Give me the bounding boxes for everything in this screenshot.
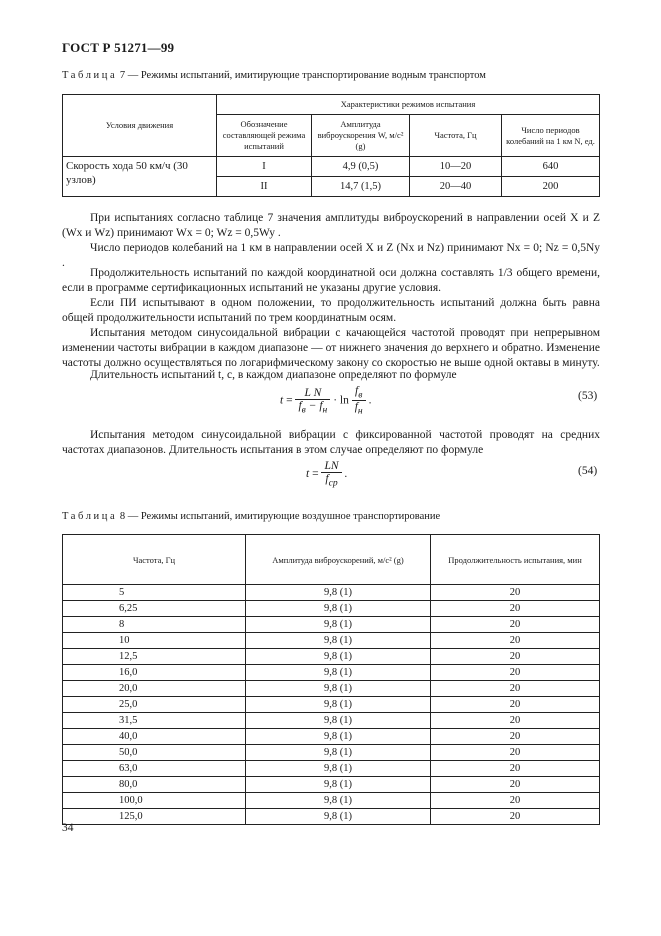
table8-cell-duration: 20 [431,745,600,761]
table8-cell-amplitude: 9,8 (1) [246,697,431,713]
table8-cell-amplitude: 9,8 (1) [246,649,431,665]
table8-cell-frequency: 63,0 [63,761,246,777]
table7-caption-text: 7 — Режимы испытаний, имитирующие транспортирование водным транспортом [119,70,486,81]
formula-53: t = $\frac{\text{L N}}{f_в - f_н}$ · ln $\frac{f_в}{f_н}$ . [280,385,372,417]
table7-row1-amplitude: 4,9 (0,5) [312,157,410,177]
table8-cell-frequency: 20,0 [63,681,246,697]
table8-cell-amplitude: 9,8 (1) [246,729,431,745]
table8-header-frequency: Частота, Гц [63,535,246,585]
table-row [63,809,600,825]
document-code: ГОСТ Р 51271—99 [62,40,175,55]
table-row [63,585,600,601]
table8-cell-duration: 20 [431,665,600,681]
table8-cell-amplitude: 9,8 (1) [246,809,431,825]
table7-row2-frequency: 20—40 [410,177,502,197]
table7-row1-periods: 640 [502,157,600,177]
table8-cell-frequency: 16,0 [63,665,246,681]
table8-cell-amplitude: 9,8 (1) [246,777,431,793]
paragraph-duration-per-axis: Продолжительность испытаний по каждой координатной оси должна составлять 1/3 общего времени, если в программе сертификационных испытаний не указаны другие условия. [62,267,600,294]
table8-cell-duration: 20 [431,617,600,633]
paragraph-amplitude-values: При испытаниях согласно таблице 7 значения амплитуды виброускорений в направлении осей X и Z (Wx и Wz) принимают Wx = 0; Wz = 0,5Wy . [62,212,600,239]
table7-condition-cell: Скорость хода 50 км/ч (30 узлов) [63,157,217,197]
formula-54-number: (54) [578,465,598,477]
paragraph-single-position: Если ПИ испытывают в одном положении, то продолжительность испытаний должна быть равна общей продолжительности испытаний по трем координатным осям. [62,297,600,324]
formula-53-number: (53) [578,390,598,402]
table8-caption-word: Таблица [62,511,118,522]
table8-cell-amplitude: 9,8 (1) [246,585,431,601]
table8-cell-amplitude: 9,8 (1) [246,761,431,777]
table-row [63,729,600,745]
table8-header-duration: Продолжительность испытания, мин [431,535,600,585]
paragraph-periods-values: Число периодов колебаний на 1 км в направлении осей X и Z (Nx и Nz) принимают Nx = 0; Nz = 0,5Ny . [62,242,600,269]
table8-caption-text: 8 — Режимы испытаний, имитирующие воздушное транспортирование [119,511,441,522]
table7-row1-frequency: 10—20 [410,157,502,177]
table8-cell-frequency: 31,5 [63,713,246,729]
table8-cell-amplitude: 9,8 (1) [246,793,431,809]
table8-cell-duration: 20 [431,633,600,649]
table-row [63,793,600,809]
table8-cell-frequency: 12,5 [63,649,246,665]
table8-cell-amplitude: 9,8 (1) [246,617,431,633]
table8-cell-frequency: 6,25 [63,601,246,617]
table8-cell-duration: 20 [431,585,600,601]
table-row [63,665,600,681]
table8-cell-duration: 20 [431,649,600,665]
table-row [63,745,600,761]
table8-cell-amplitude: 9,8 (1) [246,601,431,617]
table7-header-amplitude: Амплитуда виброускорения W, м/с² (g) [312,115,410,157]
table8-cell-frequency: 80,0 [63,777,246,793]
table8-cell-duration: 20 [431,761,600,777]
table7-caption-word: Таблица [62,70,118,81]
table-row [63,681,600,697]
table7-row1-mode: I [217,157,312,177]
table-row [63,617,600,633]
table8-cell-duration: 20 [431,697,600,713]
table-row [63,633,600,649]
table8-cell-duration: 20 [431,809,600,825]
table8-cell-frequency: 5 [63,585,246,601]
page-number: 34 [62,822,74,834]
table7-header-mode: Обозначение составляющей режима испытаний [217,115,312,157]
table8-cell-duration: 20 [431,601,600,617]
table8-cell-amplitude: 9,8 (1) [246,681,431,697]
table8-header-amplitude: Амплитуда виброускорений, м/с² (g) [246,535,431,585]
table-row [63,697,600,713]
table8-cell-amplitude: 9,8 (1) [246,713,431,729]
table8 [62,534,600,825]
table7-row2-mode: II [217,177,312,197]
table8-cell-amplitude: 9,8 (1) [246,633,431,649]
table8-cell-duration: 20 [431,793,600,809]
table-row [63,649,600,665]
table8-cell-duration: 20 [431,777,600,793]
table8-cell-frequency: 8 [63,617,246,633]
table8-cell-duration: 20 [431,713,600,729]
table7-row2-periods: 200 [502,177,600,197]
table8-cell-frequency: 50,0 [63,745,246,761]
table8-cell-frequency: 125,0 [63,809,246,825]
table-row [63,601,600,617]
table-row [63,777,600,793]
table8-cell-amplitude: 9,8 (1) [246,745,431,761]
table7-header-periods: Число периодов колебаний на 1 км N, ед. [502,115,600,157]
table7-header-condition: Условия движения [63,95,217,157]
table7-caption [62,70,486,81]
table-row [63,713,600,729]
table8-cell-frequency: 40,0 [63,729,246,745]
table8-cell-frequency: 25,0 [63,697,246,713]
paragraph-swept-sine: Испытания методом синусоидальной вибрации с качающейся частотой проводят при непрерывном изменении частоты вибрации в каждом диапазоне — от нижнего значения до верхнего и обратно. Изменение частоты должно осуществляться по логарифмическому закону со скоростью не выше одной октавы в минуту. [62,327,600,369]
table-row [63,761,600,777]
table8-caption [62,511,440,522]
paragraph-fixed-frequency: Испытания методом синусоидальной вибрации с фиксированной частотой проводят на средних частотах диапазонов. Длительность испытания в этом случае определяют по формуле [62,429,600,456]
table7 [62,94,600,197]
table7-header-group: Характеристики режимов испытания [217,95,600,115]
table8-cell-amplitude: 9,8 (1) [246,665,431,681]
table8-cell-duration: 20 [431,729,600,745]
paragraph-duration-formula-intro: Длительность испытаний t, с, в каждом диапазоне определяют по формуле [90,369,457,381]
table8-cell-duration: 20 [431,681,600,697]
table8-cell-frequency: 100,0 [63,793,246,809]
formula-54: t = $\frac{LN}{f_{ср}}$ . [306,460,348,489]
table7-row2-amplitude: 14,7 (1,5) [312,177,410,197]
table7-header-frequency: Частота, Гц [410,115,502,157]
table8-cell-frequency: 10 [63,633,246,649]
